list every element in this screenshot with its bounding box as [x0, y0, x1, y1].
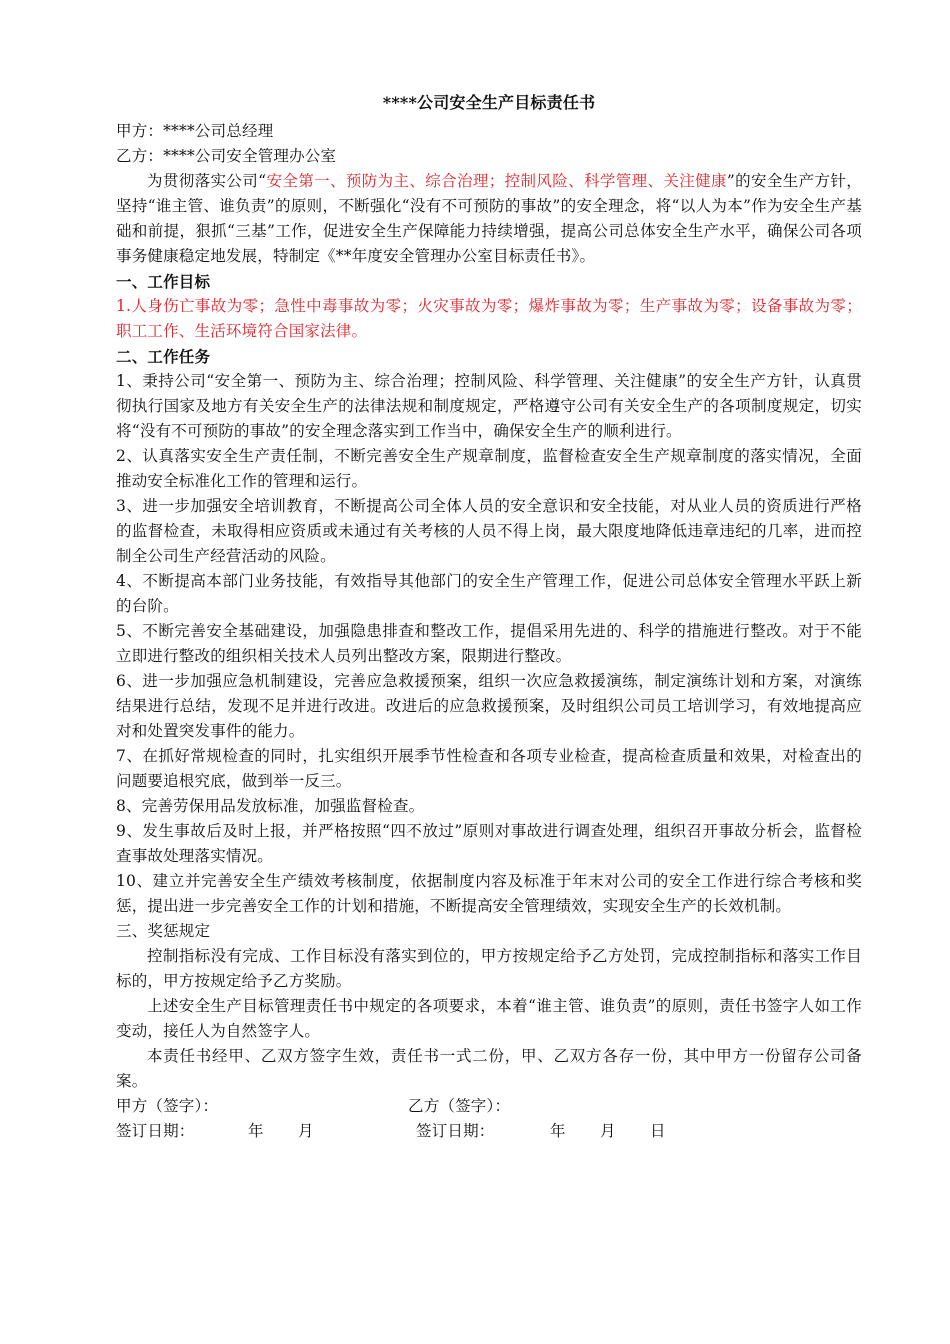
- intro-after: ”的安全生产方针，坚持“谁主管、谁负责”的原则，不断强化“没有不可预防的事故”的安全理念，将“以人为本”作为安全生产基础和前提，狠抓“三基”工作，促进安全生产保障能力持续增强，提高公司总体安全生产水平，确保公司各项事务健康稳定地发展，特制定《**年度安全管理办公室目标责任书》。: [116, 172, 862, 265]
- party-a-signature-label: 甲方（签字）：: [116, 1097, 219, 1115]
- party-a-month: 月: [298, 1122, 314, 1140]
- section3-heading: 三、奖惩规定: [116, 922, 211, 940]
- party-a: 甲方：****公司总经理: [116, 122, 274, 140]
- task-item: 1、秉持公司“安全第一、预防为主、综合治理；控制风险、科学管理、关注健康”的安全生产方针，认真贯彻执行国家及地方有关安全生产的法律法规和制度规定，严格遵守公司有关安全生产的各项制度规定，切实将“没有不可预防的事故”的安全理念落实到工作当中，确保安全生产的顺利进行。: [116, 372, 862, 440]
- party-a-date-label: 签订日期：: [116, 1122, 195, 1140]
- task-item: 5、不断完善安全基础建设，加强隐患排查和整改工作，提倡采用先进的、科学的措施进行整改。对于不能立即进行整改的组织相关技术人员列出整改方案，限期进行整改。: [116, 622, 862, 665]
- party-b: 乙方：****公司安全管理办公室: [116, 147, 337, 165]
- section2-heading: 二、工作任务: [116, 347, 211, 366]
- task-item: 3、进一步加强安全培训教育，不断提高公司全体人员的安全意识和安全技能，对从业人员的资质进行严格的监督检查，未取得相应资质或未通过有关考核的人员不得上岗，最大限度地降低违章违纪的几率，进而控制全公司生产经营活动的风险。: [116, 497, 862, 565]
- reward-paragraph: 上述安全生产目标管理责任书中规定的各项要求，本着“谁主管、谁负责”的原则，责任书签字人如工作变动，接任人为自然签字人。: [116, 997, 862, 1040]
- intro-paragraph: [116, 169, 862, 269]
- party-b-date-label: 签订日期：: [416, 1122, 495, 1140]
- signature-row: [116, 1094, 862, 1119]
- task-item: 7、在抓好常规检查的同时，扎实组织开展季节性检查和各项专业检查，提高检查质量和效果，对检查出的问题要追根究底，做到举一反三。: [116, 747, 862, 790]
- party-b-signature-label: 乙方（签字）：: [408, 1097, 511, 1115]
- party-b-year: 年: [550, 1122, 566, 1140]
- date-row: [116, 1119, 862, 1144]
- reward-paragraph: 本责任书经甲、乙双方签字生效，责任书一式二份，甲、乙双方各存一份，其中甲方一份留存公司备案。: [116, 1047, 862, 1090]
- document-page: [116, 90, 862, 1144]
- task-item: 9、发生事故后及时上报，并严格按照“四不放过”原则对事故进行调查处理，组织召开事故分析会，监督检查事故处理落实情况。: [116, 822, 862, 865]
- task-item: 6、进一步加强应急机制建设，完善应急救援预案，组织一次应急救援演练，制定演练计划和方案，对演练结果进行总结，发现不足并进行改进。改进后的应急救援预案，及时组织公司员工培训学习，有效地提高应对和处置突发事件的能力。: [116, 672, 862, 740]
- party-b-day: 日: [650, 1122, 666, 1140]
- document-title: ****公司安全生产目标责任书: [382, 93, 596, 112]
- party-b-month: 月: [600, 1122, 616, 1140]
- task-item: 4、不断提高本部门业务技能，有效指导其他部门的安全生产管理工作，促进公司总体安全管理水平跃上新的台阶。: [116, 572, 862, 615]
- task-item: 2、认真落实安全生产责任制，不断完善安全生产规章制度，监督检查安全生产规章制度的落实情况，全面推动安全标准化工作的管理和运行。: [116, 447, 862, 490]
- section1-goal: 1.人身伤亡事故为零；急性中毒事故为零；火灾事故为零；爆炸事故为零；生产事故为零；设备事故为零；职工工作、生活环境符合国家法律。: [116, 297, 862, 340]
- intro-before: 为贯彻落实公司“: [147, 172, 267, 190]
- section1-heading: 一、工作目标: [116, 272, 211, 291]
- task-item: 10、建立并完善安全生产绩效考核制度，依据制度内容及标准于年末对公司的安全工作进行综合考核和奖惩，提出进一步完善安全工作的计划和措施，不断提高安全管理绩效，实现安全生产的长效机制。: [116, 872, 862, 915]
- party-a-year: 年: [248, 1122, 264, 1140]
- reward-paragraph: 控制指标没有完成、工作目标没有落实到位的，甲方按规定给予乙方处罚，完成控制指标和落实工作目标的，甲方按规定给予乙方奖励。: [116, 947, 862, 990]
- task-item: 8、完善劳保用品发放标准，加强监督检查。: [116, 797, 425, 815]
- intro-policy: 安全第一、预防为主、综合治理；控制风险、科学管理、关注健康: [266, 172, 727, 190]
